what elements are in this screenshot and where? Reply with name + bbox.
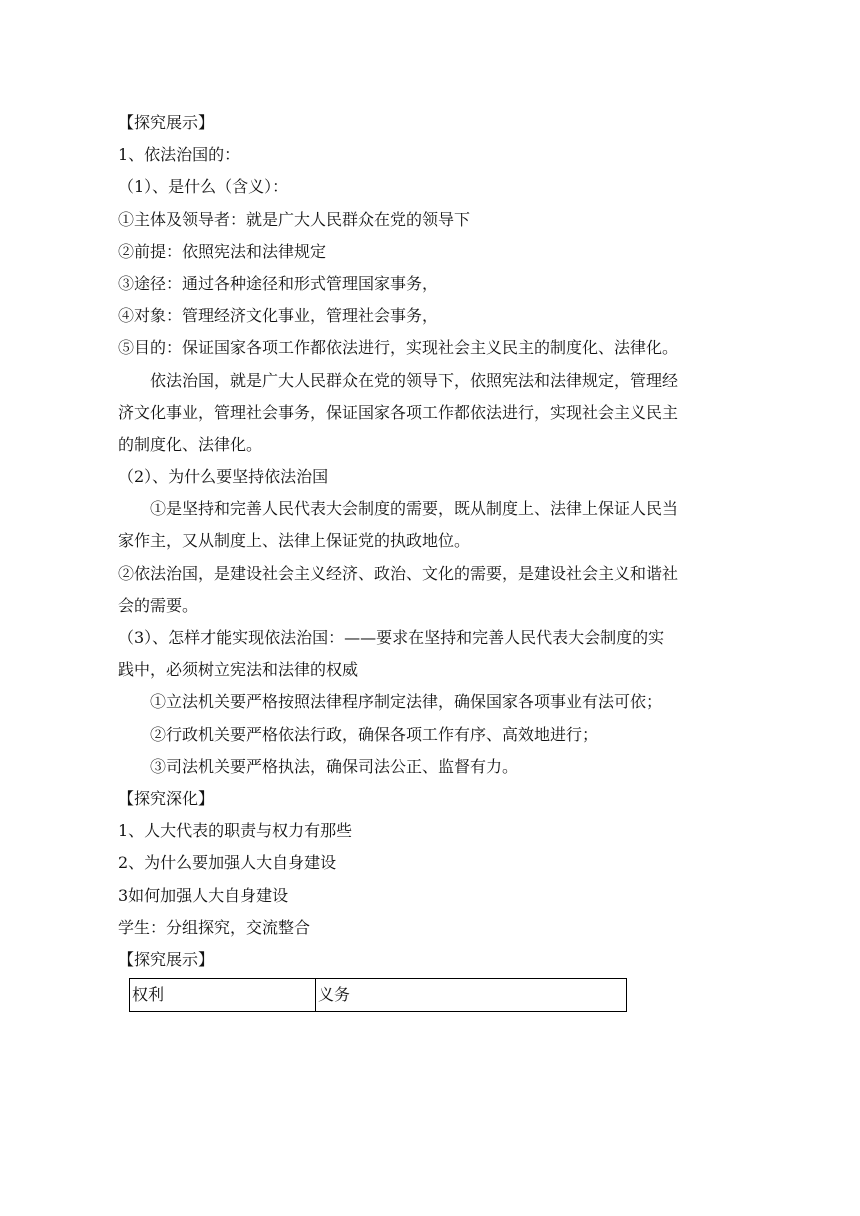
point-subject-leader: ①主体及领导者：就是广大人民群众在党的领导下 (118, 209, 471, 229)
rights-duties-table (129, 978, 627, 1012)
subheading-how-to-realize-line-1: （3）、怎样才能实现依法治国：——要求在坚持和完善人民代表大会制度的实 (118, 628, 665, 647)
reason-1-line-2: 家作主，又从制度上、法律上保证党的执政地位。 (118, 531, 471, 551)
definition-paragraph-line-1: 依法治国，就是广大人民群众在党的领导下，依照宪法和法律规定，管理经 (150, 370, 679, 390)
subheading-how-to-realize-line-2: 践中，必须树立宪法和法律的权威 (118, 660, 359, 680)
question-2: 2、为什么要加强人大自身建设 (118, 853, 337, 873)
point-premise: ②前提：依照宪法和法律规定 (118, 241, 327, 261)
definition-paragraph-line-3: 的制度化、法律化。 (118, 434, 263, 454)
point-object: ④对象：管理经济文化事业，管理社会事务， (118, 306, 439, 326)
question-3: 3如何加强人大自身建设 (118, 885, 289, 905)
question-1: 1、人大代表的职责与权力有那些 (118, 821, 353, 841)
reason-2-line-1: ②依法治国，是建设社会主义经济、政治、文化的需要，是建设社会主义和谐社 (118, 563, 679, 583)
reason-2-line-2: 会的需要。 (118, 595, 199, 615)
section-heading-explore-deepen: 【探究深化】 (118, 788, 215, 808)
document-page (118, 107, 738, 1012)
definition-paragraph-line-2: 济文化事业，管理社会事务，保证国家各项工作都依法进行，实现社会主义民主 (118, 402, 679, 422)
item-heading-rule-of-law: 1、依法治国的： (118, 145, 241, 165)
subheading-what-is-it: （1）、是什么（含义）： (118, 177, 289, 197)
section-heading-explore-display: 【探究展示】 (118, 113, 215, 132)
point-purpose: ⑤目的：保证国家各项工作都依法进行，实现社会主义民主的制度化、法律化。 (118, 338, 679, 358)
requirement-administrative: ②行政机关要严格依法行政，确保各项工作有序、高效地进行； (150, 724, 599, 744)
student-activity: 学生：分组探究，交流整合 (118, 917, 311, 937)
point-approach: ③途径：通过各种途径和形式管理国家事务， (118, 273, 439, 293)
table-header-duties: 义务 (318, 985, 351, 1005)
table-header-rights: 权利 (130, 979, 316, 1011)
subheading-why-adhere: （2）、为什么要坚持依法治国 (118, 467, 329, 487)
reason-1-line-1: ①是坚持和完善人民代表大会制度的需要，既从制度上、法律上保证人民当 (150, 499, 679, 519)
section-heading-explore-display-2: 【探究展示】 (118, 949, 215, 969)
requirement-judicial: ③司法机关要严格执法，确保司法公正、监督有力。 (150, 756, 519, 776)
requirement-legislative: ①立法机关要严格按照法律程序制定法律，确保国家各项事业有法可依； (150, 692, 663, 712)
